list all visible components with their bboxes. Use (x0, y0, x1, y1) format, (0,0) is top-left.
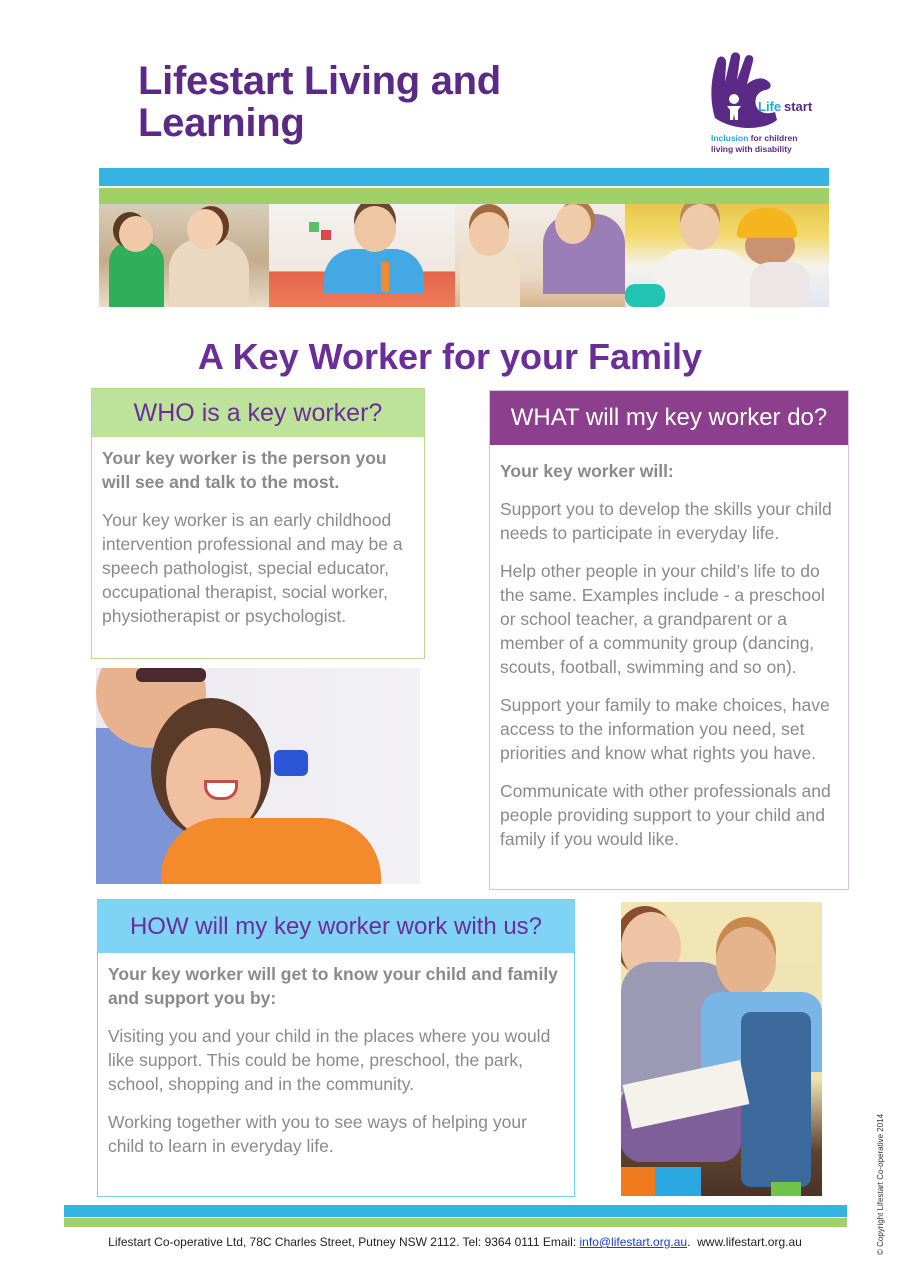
footer-address: Lifestart Co-operative Ltd, 78C Charles Street, Putney NSW 2112. Tel: 9364 0111 Email: (108, 1235, 580, 1249)
footer-blue-bar (64, 1205, 847, 1217)
photo-strip (99, 204, 829, 307)
footer-green-bar (64, 1218, 847, 1227)
father-and-laughing-child-photo (96, 668, 420, 884)
svg-text:start: start (784, 99, 813, 114)
who-heading: WHO is a key worker? (92, 389, 424, 437)
boy-playing-with-clay-photo (269, 204, 455, 307)
what-paragraph: Communicate with other professionals and people providing support to your child and family if you would like. (500, 781, 831, 849)
footer-email-link[interactable]: info@lifestart.org.au (579, 1235, 688, 1249)
copyright-notice: © Copyright Lifestart Co-operative 2014 (876, 1113, 885, 1255)
footer-contact: Lifestart Co-operative Ltd, 78C Charles Street, Putney NSW 2112. Tel: 9364 0111 Email: info@lifestart.org.au. www.lifestart.org.au (108, 1235, 802, 1249)
what-body (490, 445, 848, 851)
how-section (97, 899, 575, 1197)
who-section (91, 388, 425, 659)
footer-website: www.lifestart.org.au (697, 1235, 802, 1249)
header-green-bar (99, 188, 829, 204)
man-and-child-with-hard-hat-photo (625, 204, 829, 307)
organization-title (138, 60, 558, 144)
how-heading: HOW will my key worker work with us? (98, 900, 574, 953)
logo-tagline: Inclusion for children living with disability (711, 133, 798, 154)
who-body (92, 437, 424, 628)
what-heading: WHAT will my key worker do? (490, 391, 848, 445)
hand-with-child-icon (705, 48, 815, 133)
what-section (489, 390, 849, 890)
how-lead: Your key worker will get to know your child and family and support you by: (108, 964, 558, 1008)
organization-title-line1: Lifestart Living and (138, 59, 501, 103)
how-paragraph: Visiting you and your child in the places where you would like support. This could be home, preschool, the park, school, shopping and in the community. (108, 1026, 551, 1094)
organization-title-line2: Learning (138, 101, 305, 145)
what-paragraph: Support you to develop the skills your child needs to participate in everyday life. (500, 499, 832, 543)
what-paragraph: Support your family to make choices, have access to the information you need, set priorities and know what rights you have. (500, 695, 830, 763)
svg-text:Life: Life (758, 99, 782, 114)
who-lead: Your key worker is the person you will see and talk to the most. (102, 448, 387, 492)
page-title: A Key Worker for your Family (197, 336, 703, 377)
header-blue-bar (99, 168, 829, 186)
how-paragraph: Working together with you to see ways of helping your child to learn in everyday life. (108, 1112, 527, 1156)
who-paragraph: Your key worker is an early childhood intervention professional and may be a speech pathologist, special educator, occupational therapist, social worker, physiotherapist or psychologist. (102, 510, 403, 626)
girl-and-teacher-reading-photo (99, 204, 269, 307)
how-body (98, 953, 574, 1158)
child-and-woman-on-floor-photo (455, 204, 625, 307)
mother-and-toddler-with-book-photo (621, 902, 822, 1196)
what-paragraph: Help other people in your child’s life to do the same. Examples include - a preschool or school teacher, a grandparent or a member of a community group (dancing, scouts, football, swimming and so on). (500, 561, 825, 677)
what-lead: Your key worker will: (500, 461, 674, 481)
